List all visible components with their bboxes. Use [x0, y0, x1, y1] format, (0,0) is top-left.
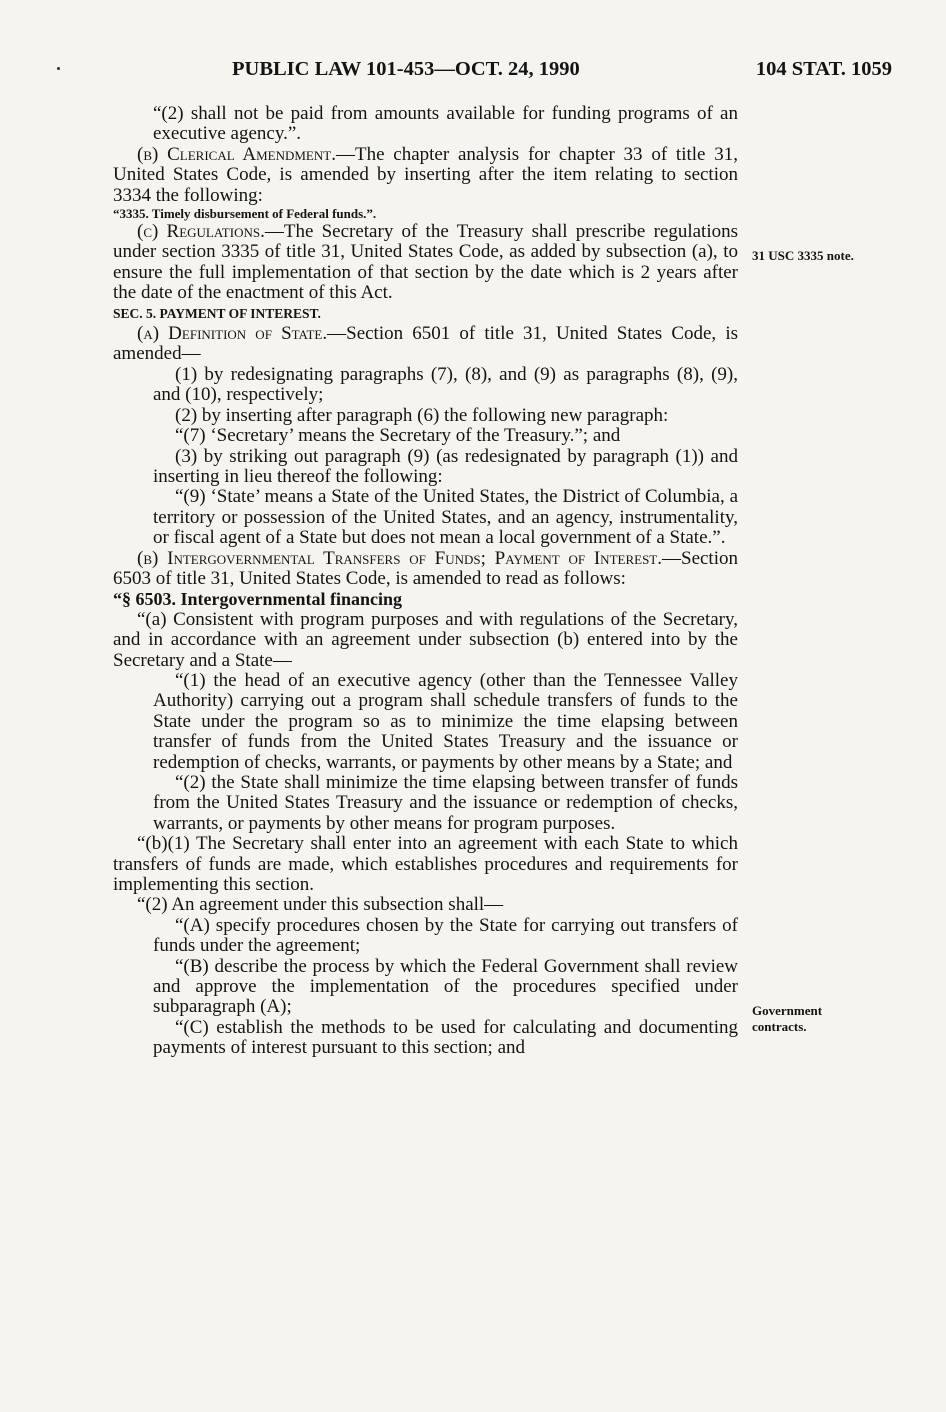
public-law-title: PUBLIC LAW 101-453—OCT. 24, 1990 [232, 58, 580, 80]
paragraph: “(7) ‘Secretary’ means the Secretary of the Treasury.”; and [175, 425, 621, 447]
paragraph-text: —Section 6503 of title 31, United States Code, is amended to read as follows: [113, 547, 738, 589]
subsection-heading: (a) Definition of State. [137, 323, 328, 345]
paragraph: “(2) the State shall minimize the time elapsing between transfer of funds from the United States Treasury and the issuance or redemption of checks, warrants, or payments by other means for program purposes. [153, 772, 738, 834]
paragraph-text: —Section 6501 of title 31, United States Code, is amended— [113, 323, 738, 365]
statute-page-number: 104 STAT. 1059 [755, 58, 892, 80]
paragraph-text: —The Secretary of the Treasury shall prescribe regulations under section 3335 of title 31, United States Code, as added by subsection (a), to ensure the full implementation of that section by the date which is 2 years after the date of the enactment of this Act. [113, 221, 738, 304]
paragraph: “(1) the head of an executive agency (other than the Tennessee Valley Authority) carrying out a program shall schedule transfers of funds to the State under the program so as to minimize the time elapsing between transfer of funds from the United States Treasury and the issuance or redemption of checks, warrants, or payments by other means by a State; and [153, 669, 738, 773]
running-head [232, 58, 892, 88]
subsection-heading: (b) Clerical Amendment. [137, 143, 336, 165]
paragraph: (3) by striking out paragraph (9) (as redesignated by paragraph (1)) and inserting in lieu thereof the following: [153, 445, 738, 487]
paragraph-clerical-amendment [113, 145, 738, 206]
paragraph: (2) by inserting after paragraph (6) the following new paragraph: [175, 404, 669, 426]
subsection-heading: (c) Regulations. [137, 221, 265, 243]
paragraph-text: —The chapter analysis for chapter 33 of title 31, United States Code, is amended by inserting after the item relating to section 3334 the following: [113, 143, 738, 206]
paragraph-regulations [113, 222, 738, 304]
paragraph-definition-of-state [113, 324, 738, 365]
paragraph: “(2) shall not be paid from amounts available for funding programs of an executive agency.”. [153, 103, 738, 145]
paragraph: “(9) ‘State’ means a State of the United States, the District of Columbia, a territory or possession of the United States, and an agency, instrumentality, or fiscal agent of a State but does not mean a local government of a State.”. [153, 486, 738, 549]
paragraph: “(B) describe the process by which the Federal Government shall review and approve the implementation of the procedures specified under subparagraph (A); [153, 955, 738, 1018]
paragraph: “(A) specify procedures chosen by the State for carrying out transfers of funds under the agreement; [153, 914, 738, 957]
document-body [113, 104, 738, 1059]
section-6503-heading: “§ 6503. Intergovernmental financing [113, 589, 402, 610]
chapter-analysis-item: “3335. Timely disbursement of Federal funds.”. [113, 206, 377, 222]
paragraph: (1) by redesignating paragraphs (7), (8), and (9) as paragraphs (8), (9), and (10), respectively; [153, 363, 738, 406]
section-heading: SEC. 5. PAYMENT OF INTEREST. [113, 305, 321, 321]
paragraph: “(a) Consistent with program purposes and with regulations of the Secretary, and in accordance with an agreement under subsection (b) entered into by the Secretary and a State— [113, 608, 738, 671]
scan-speck [57, 67, 60, 70]
paragraph-intergovernmental-transfers [113, 549, 738, 590]
margin-note-government-contracts: Government contracts. [752, 1003, 823, 1034]
margin-note-usc: 31 USC 3335 note. [752, 248, 854, 263]
paragraph: “(2) An agreement under this subsection shall— [137, 894, 504, 916]
paragraph: “(b)(1) The Secretary shall enter into an agreement with each State to which transfers of funds are made, which establishes procedures and requirements for implementing this section. [113, 833, 738, 896]
paragraph: “(C) establish the methods to be used for calculating and documenting payments of interest pursuant to this section; and [153, 1016, 738, 1059]
subsection-heading: (b) Intergovernmental Transfers of Funds; Payment of Interest. [137, 547, 662, 569]
